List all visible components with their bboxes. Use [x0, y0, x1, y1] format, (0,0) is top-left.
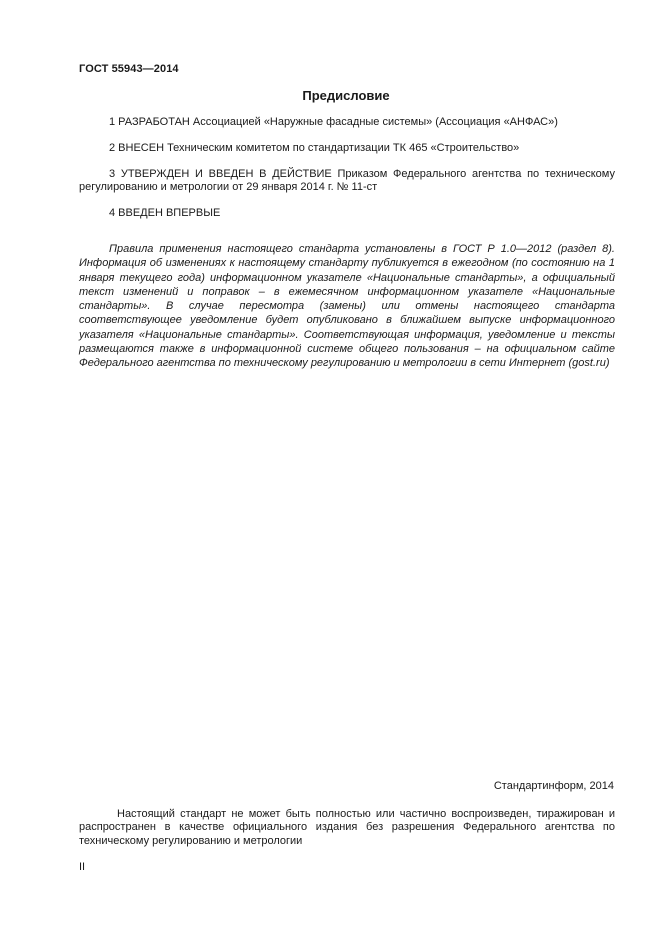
copyright-notice: Настоящий стандарт не может быть полностью или частично воспроизведен, тиражирован и распространен в качестве официального издания без разрешения Федерального агентства по техническому регулированию и метрологии: [79, 808, 615, 847]
foreword-item-introduced: 2 ВНЕСЕН Техническим комитетом по стандартизации ТК 465 «Строительство»: [109, 142, 520, 154]
foreword-items: [79, 114, 615, 220]
page-number: II: [79, 861, 86, 873]
application-rules-notice: Правила применения настоящего стандарта установлены в ГОСТ Р 1.0—2012 (раздел 8). Информация об изменениях к настоящему стандарту публикуется в ежегодном (по состоянию на 1 января текущего года) информационном указателе «Национальные стандарты», а официальный текст изменений и поправок – в ежемесячном информационном указателе «Национальные стандарты». В случае пересмотра (замены) или отмены настоящего стандарта соответствующее уведомление будет опубликовано в ближайшем выпуске информационного указателя «Национальные стандарты». Соответствующая информация, уведомление и тексты размещаются также в информационной системе общего пользования – на официальном сайте Федерального агентства по техническому регулированию и метрологии в сети Интернет (gost.ru): [79, 243, 615, 370]
publisher-line: Стандартинформ, 2014: [493, 780, 614, 792]
foreword-item-developed: 1 РАЗРАБОТАН Ассоциацией «Наружные фасадные системы» (Ассоциация «АНФАС»): [109, 116, 558, 128]
foreword-item-first-introduced: 4 ВВЕДЕН ВПЕРВЫЕ: [109, 207, 221, 219]
standard-code: ГОСТ 55943—2014: [79, 63, 179, 75]
foreword-title: Предисловие: [302, 88, 390, 103]
foreword-item-approved: 3 УТВЕРЖДЕН И ВВЕДЕН В ДЕЙСТВИЕ Приказом Федерального агентства по техническому регулированию и метрологии от 29 января 2014 г. № 11-ст: [79, 168, 615, 193]
